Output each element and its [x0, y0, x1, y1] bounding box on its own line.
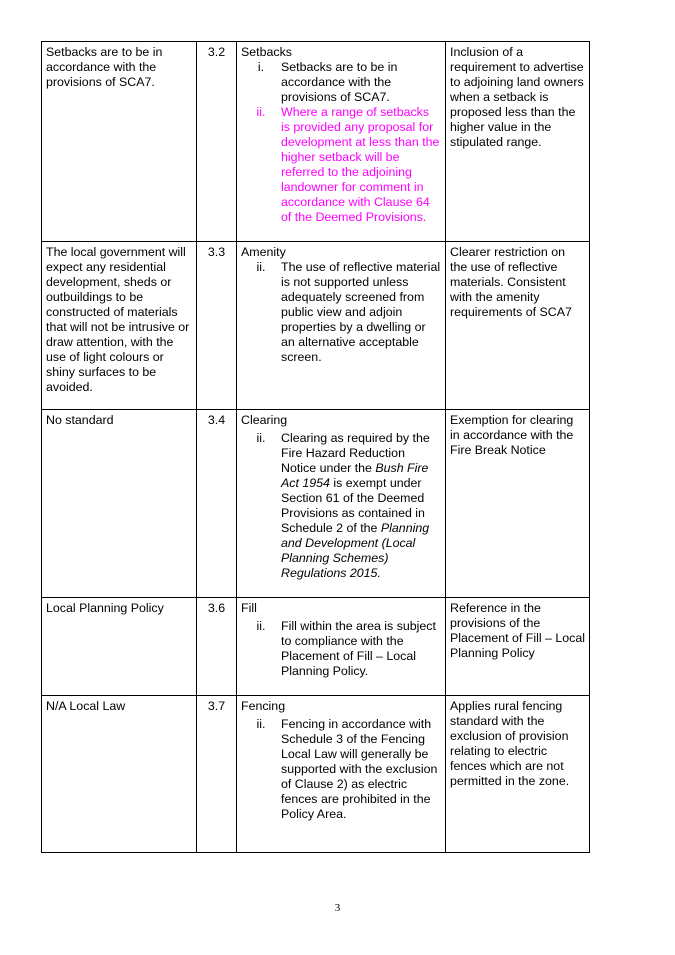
provision-item: [241, 431, 441, 581]
clause-number-cell: 3.7: [197, 696, 237, 853]
clause-number-cell: 3.2: [197, 42, 237, 242]
clause-number-cell: 3.3: [197, 242, 237, 410]
item-text: Fill within the area is subject to compliance with the Placement of Fill – Local Planning Policy.: [281, 619, 436, 678]
item-numeral: ii.: [256, 105, 266, 119]
provision-cell: [237, 410, 446, 598]
existing-standard-cell: Local Planning Policy: [42, 598, 197, 696]
provision-cell: [237, 696, 446, 853]
table-row: [42, 242, 590, 410]
provision-cell: [237, 598, 446, 696]
provision-item: [241, 619, 441, 679]
item-text-part: is exempt under Section 61 of the Deemed Provisions as contained in Schedule 2 of the: [281, 476, 425, 535]
existing-standard-cell: N/A Local Law: [42, 696, 197, 853]
comment-cell: Inclusion of a requirement to advertise to adjoining land owners when a setback is proposed less than the higher value in the stipulated range.: [446, 42, 590, 242]
provision-item: [241, 260, 441, 365]
page-number: 3: [334, 902, 341, 914]
provision-heading: Clearing: [241, 413, 288, 427]
item-text: Fencing in accordance with Schedule 3 of the Fencing Local Law will generally be supported with the exclusion of Clause 2) as electric fences are prohibited in the Policy Area.: [281, 717, 438, 821]
item-text-part: Clearing as required by the Fire Hazard Reduction Notice under the: [281, 431, 430, 475]
table-row: [42, 598, 590, 696]
clause-number-cell: 3.4: [197, 410, 237, 598]
existing-standard-cell: Setbacks are to be in accordance with the provisions of SCA7.: [42, 42, 197, 242]
item-numeral: ii.: [256, 717, 266, 731]
comment-cell: Reference in the provisions of the Placement of Fill – Local Planning Policy: [446, 598, 590, 696]
item-text: Setbacks are to be in accordance with the provisions of SCA7.: [281, 60, 398, 104]
item-numeral: ii.: [256, 260, 266, 274]
provision-item: [241, 717, 441, 822]
item-numeral: ii.: [256, 619, 266, 633]
provision-heading: Fill: [241, 601, 257, 615]
table-row: [42, 696, 590, 853]
existing-standard-cell: No standard: [42, 410, 197, 598]
provision-cell: [237, 42, 446, 242]
act-title: Bush Fire Act 1954: [281, 461, 429, 490]
item-numeral: ii.: [256, 431, 266, 445]
comment-cell: Clearer restriction on the use of reflective materials. Consistent with the amenity requirements of SCA7: [446, 242, 590, 410]
provision-heading: Setbacks: [241, 45, 292, 59]
item-numeral: i.: [257, 60, 265, 74]
existing-standard-cell: The local government will expect any residential development, sheds or outbuildings to be constructed of materials that will not be intrusive or draw attention, with the use of light colours or shiny surfaces to be avoided.: [42, 242, 197, 410]
table-row: [42, 42, 590, 242]
provision-heading: Fencing: [241, 699, 286, 713]
table-row: [42, 410, 590, 598]
regulations-title: Planning and Development (Local Planning Schemes) Regulations 2015.: [281, 521, 430, 580]
item-text: Where a range of setbacks is provided any proposal for development at less than the higher setback will be referred to the adjoining landowner for comment in accordance with Clause 64 of the Deemed Provisions.: [281, 105, 440, 224]
provision-item: [241, 60, 441, 105]
clause-number-cell: 3.6: [197, 598, 237, 696]
policy-comparison-table: [41, 41, 590, 853]
provision-cell: [237, 242, 446, 410]
comment-cell: Exemption for clearing in accordance with the Fire Break Notice: [446, 410, 590, 598]
item-text: [281, 431, 441, 581]
comment-cell: Applies rural fencing standard with the exclusion of provision relating to electric fences which are not permitted in the zone.: [446, 696, 590, 853]
provision-item-amended: [241, 105, 441, 225]
provision-heading: Amenity: [241, 245, 286, 259]
item-text: The use of reflective material is not supported unless adequately screened from public view and adjoin properties by a dwelling or an alternative acceptable screen.: [281, 260, 441, 364]
